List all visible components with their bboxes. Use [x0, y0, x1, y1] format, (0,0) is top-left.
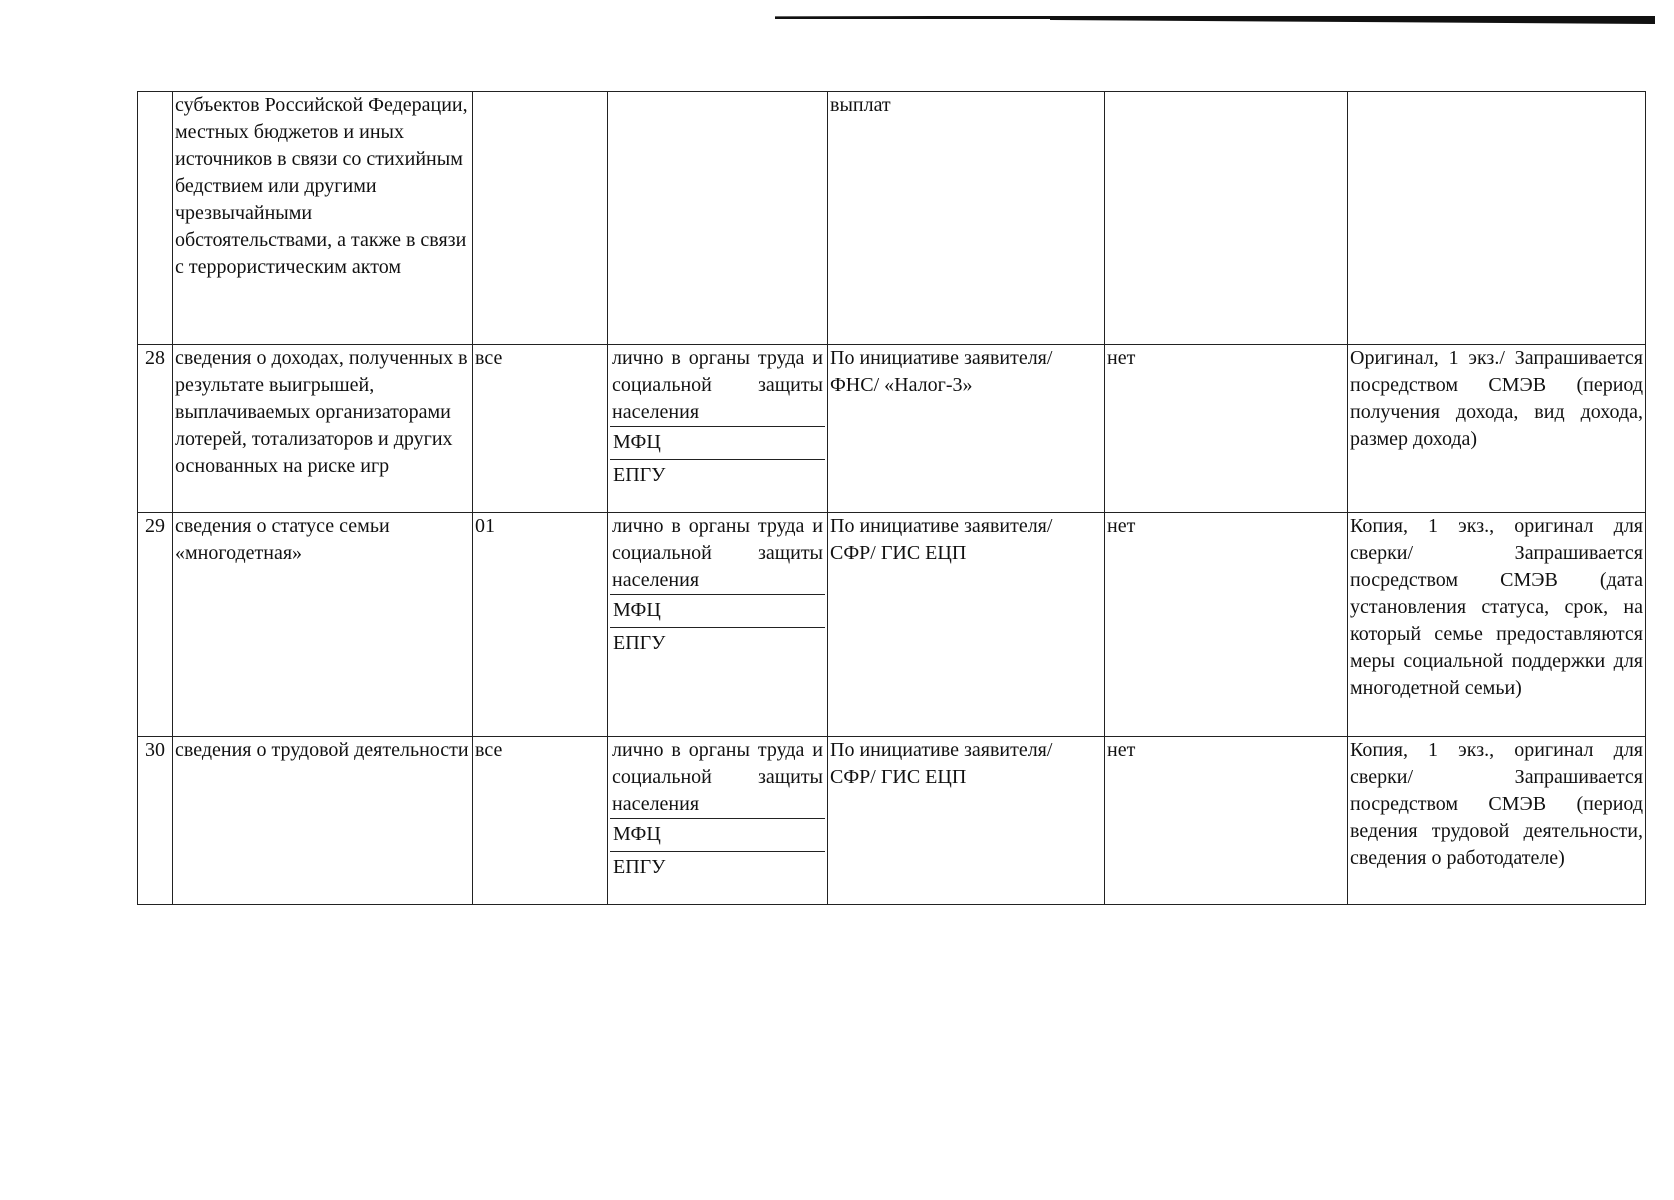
document-name: сведения о статусе семьи «многодетная»	[173, 513, 473, 737]
applicant-category: 01	[473, 513, 608, 737]
document-source: По инициативе заявителя/ СФР/ ГИС ЕЦП	[828, 737, 1105, 905]
channel-in-person: лично в органы труда и социальной защиты населения	[612, 515, 823, 591]
interagency-request	[1105, 92, 1348, 345]
channel-mfc: МФЦ	[610, 818, 825, 851]
channel-mfc: МФЦ	[610, 594, 825, 627]
document-requirements: Копия, 1 экз., оригинал для сверки/ Запрашивается посредством СМЭВ (дата установления статуса, срок, на который семье предоставляются меры социальной поддержки для многодетной семьи)	[1348, 513, 1646, 737]
submission-channels	[608, 513, 828, 737]
table-row	[138, 513, 1646, 737]
interagency-request: нет	[1105, 737, 1348, 905]
interagency-request: нет	[1105, 345, 1348, 513]
submission-channels	[608, 345, 828, 513]
applicant-category: все	[473, 737, 608, 905]
channel-in-person: лично в органы труда и социальной защиты населения	[612, 739, 823, 815]
submission-channels	[608, 737, 828, 905]
table-row	[138, 345, 1646, 513]
interagency-request: нет	[1105, 513, 1348, 737]
channel-epgu: ЕПГУ	[610, 459, 825, 492]
applicant-category	[473, 92, 608, 345]
channel-epgu: ЕПГУ	[610, 851, 825, 884]
document-source: выплат	[828, 92, 1105, 345]
documents-table	[137, 91, 1646, 905]
submission-channels	[608, 92, 828, 345]
document-name: субъектов Российской Федерации, местных бюджетов и иных источников в связи со стихийным бедствием или другими чрезвычайными обстоятельствами, а также в связи с террористическим актом	[173, 92, 473, 345]
document-source: По инициативе заявителя/ СФР/ ГИС ЕЦП	[828, 513, 1105, 737]
document-requirements: Оригинал, 1 экз./ Запрашивается посредством СМЭВ (период получения дохода, вид дохода, размер дохода)	[1348, 345, 1646, 513]
row-number: 30	[138, 737, 173, 905]
channel-mfc: МФЦ	[610, 426, 825, 459]
channel-epgu: ЕПГУ	[610, 627, 825, 660]
row-number: 29	[138, 513, 173, 737]
document-name: сведения о трудовой деятельности	[173, 737, 473, 905]
document-name: сведения о доходах, полученных в результате выигрышей, выплачиваемых организаторами лотерей, тотализаторов и других основанных на риске игр	[173, 345, 473, 513]
document-requirements: Копия, 1 экз., оригинал для сверки/ Запрашивается посредством СМЭВ (период ведения трудовой деятельности, сведения о работодателе)	[1348, 737, 1646, 905]
channel-in-person: лично в органы труда и социальной защиты населения	[612, 347, 823, 423]
table-row	[138, 737, 1646, 905]
document-requirements	[1348, 92, 1646, 345]
table-row	[138, 92, 1646, 345]
row-number	[138, 92, 173, 345]
row-number: 28	[138, 345, 173, 513]
document-source: По инициативе заявителя/ ФНС/ «Налог-3»	[828, 345, 1105, 513]
applicant-category: все	[473, 345, 608, 513]
